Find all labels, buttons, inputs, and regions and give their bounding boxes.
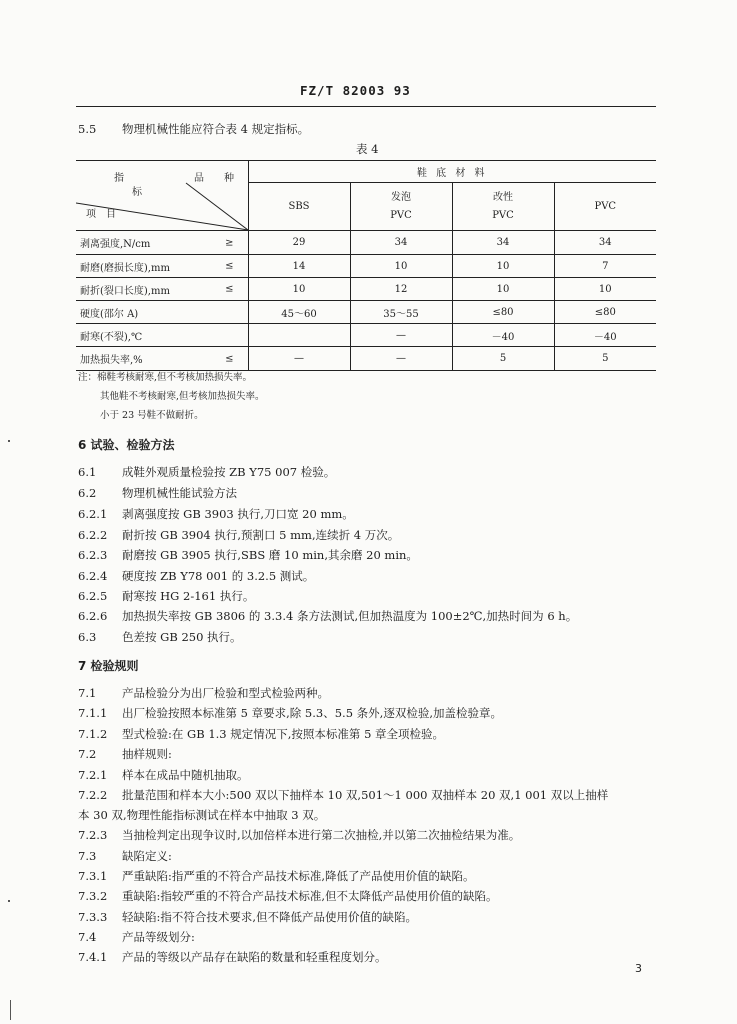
clause-number: 7.2 xyxy=(78,747,97,761)
row-operator: ≤ xyxy=(225,260,234,272)
clause-text: 物理机械性能试验方法 xyxy=(122,486,237,500)
note-line: 小于 23 号鞋不做耐折。 xyxy=(100,410,204,421)
table-row xyxy=(76,347,656,371)
clause-text: 耐寒按 HG 2-161 执行。 xyxy=(122,589,255,603)
clause-number: 6.2.2 xyxy=(78,528,108,542)
clause-number: 6.2.4 xyxy=(78,569,108,583)
clause-number: 7.1.2 xyxy=(78,727,108,741)
clause-line xyxy=(78,485,237,501)
clause-line xyxy=(78,464,335,480)
cell: 7 xyxy=(554,255,656,278)
header-variety: 品 xyxy=(194,173,204,184)
clause-text: 加热损失率按 GB 3806 的 3.3.4 条方法测试,但加热温度为 100±2℃,加热时间为 6 h。 xyxy=(122,609,578,623)
clause-line xyxy=(78,629,242,645)
clause-text: 耐折按 GB 3904 执行,预割口 5 mm,连续折 4 万次。 xyxy=(122,528,400,542)
note-line: 其他鞋不考核耐寒,但考核加热损失率。 xyxy=(100,391,265,402)
scan-speck xyxy=(10,1000,11,1020)
clause-text: 产品等级划分: xyxy=(122,930,195,944)
cell: ≤80 xyxy=(554,301,656,324)
clause-line xyxy=(78,868,475,884)
header-item: 项 目 xyxy=(86,209,116,220)
col-header-modified-pvc: 改性 PVC xyxy=(452,183,554,231)
clause-number: 7.4 xyxy=(78,930,97,944)
clause-text: 产品的等级以产品存在缺陷的数量和轻重程度划分。 xyxy=(122,950,387,964)
cell: 29 xyxy=(248,231,350,255)
clause-number: 6.2.5 xyxy=(78,589,108,603)
clause-text: 成鞋外观质量检验按 ZB Y75 007 检验。 xyxy=(122,465,336,479)
cell: 10 xyxy=(452,278,554,301)
clause-text: 型式检验:在 GB 1.3 规定情况下,按照本标准第 5 章全项检验。 xyxy=(122,727,445,741)
cell: — xyxy=(350,324,452,347)
header-variety-2: 种 xyxy=(224,173,234,184)
clause-number: 7.1.1 xyxy=(78,706,108,720)
clause-line xyxy=(78,588,254,604)
clause-number: 7.3.3 xyxy=(78,910,108,924)
row-name: 剥离强度,N/cm xyxy=(80,239,151,250)
cell: 10 xyxy=(350,255,452,278)
header-rule xyxy=(76,106,656,107)
clause-line xyxy=(78,848,172,864)
clause-line xyxy=(78,547,418,563)
cell: 10 xyxy=(554,278,656,301)
col-header-pvc: PVC xyxy=(554,183,656,231)
page-number: 3 xyxy=(635,962,642,975)
table-row xyxy=(76,324,656,347)
clause-number: 7.2.1 xyxy=(78,768,108,782)
cell: — xyxy=(350,347,452,371)
clause-5-5 xyxy=(78,121,309,137)
clause-number: 6.3 xyxy=(78,630,97,644)
header-indicator-2: 标 xyxy=(132,187,142,198)
clause-line xyxy=(78,568,314,584)
row-name: 耐磨(磨损长度),mm xyxy=(80,262,170,274)
clause-text: 产品检验分为出厂检验和型式检验两种。 xyxy=(122,686,329,700)
cell: 10 xyxy=(452,255,554,278)
clause-text: 重缺陷:指较严重的不符合产品技术标准,但不太降低产品使用价值的缺陷。 xyxy=(122,889,498,903)
clause-number: 6.1 xyxy=(78,465,97,479)
clause-number: 7.2.2 xyxy=(78,788,108,802)
clause-line xyxy=(78,726,444,742)
clause-line xyxy=(78,827,520,843)
cell: — xyxy=(248,347,350,371)
clause-text: 严重缺陷:指严重的不符合产品技术标准,降低了产品使用价值的缺陷。 xyxy=(122,869,475,883)
cell: 5 xyxy=(452,347,554,371)
clause-number: 7.4.1 xyxy=(78,950,108,964)
clause-text: 本 30 双,物理性能指标测试在样本中抽取 3 双。 xyxy=(78,808,326,822)
cell: －40 xyxy=(554,324,656,347)
clause-line xyxy=(78,929,195,945)
clause-text: 抽样规则: xyxy=(122,747,172,761)
section-6-title: 6 试验、检验方法 xyxy=(78,438,175,452)
cell: 12 xyxy=(350,278,452,301)
clause-number: 7.3.2 xyxy=(78,889,108,903)
table-row xyxy=(76,255,656,278)
clause-text: 缺陷定义: xyxy=(122,849,172,863)
clause-text: 硬度按 ZB Y78 001 的 3.2.5 测试。 xyxy=(122,569,315,583)
diagonal-header xyxy=(76,161,248,231)
cell: 45～60 xyxy=(248,301,350,324)
section-7-title: 7 检验规则 xyxy=(78,659,139,673)
cell: 34 xyxy=(452,231,554,255)
clause-text: 样本在成品中随机抽取。 xyxy=(122,768,249,782)
table-caption: 表 4 xyxy=(356,142,379,156)
col-header-foam-pvc: 发泡 PVC xyxy=(350,183,452,231)
row-name: 硬度(邵尔 A) xyxy=(80,308,139,320)
clause-number: 5.5 xyxy=(78,122,97,136)
clause-text: 批量范围和样本大小:500 双以下抽样本 10 双,501～1 000 双抽样本 20 双,1 001 双以上抽样 xyxy=(122,788,609,802)
properties-table xyxy=(76,160,656,371)
clause-number: 7.1 xyxy=(78,686,97,700)
clause-line xyxy=(78,506,354,522)
clause-number: 6.2.1 xyxy=(78,507,108,521)
cell: －40 xyxy=(452,324,554,347)
document-code: FZ/T 82003 93 xyxy=(300,83,411,98)
row-operator: ≤ xyxy=(225,283,234,295)
cell xyxy=(248,324,350,347)
clause-text: 当抽检判定出现争议时,以加倍样本进行第二次抽检,并以第二次抽检结果为准。 xyxy=(122,828,521,842)
clause-number: 7.3.1 xyxy=(78,869,108,883)
cell: 34 xyxy=(554,231,656,255)
note-line: 注：棉鞋考核耐寒,但不考核加热损失率。 xyxy=(78,372,253,383)
cell: ≤80 xyxy=(452,301,554,324)
clause-line xyxy=(78,608,577,624)
header-indicator: 指 xyxy=(114,173,124,184)
clause-line xyxy=(78,909,417,925)
cell: 5 xyxy=(554,347,656,371)
scan-speck xyxy=(8,440,10,442)
clause-text: 轻缺陷:指不符合技术要求,但不降低产品使用价值的缺陷。 xyxy=(122,910,418,924)
clause-line xyxy=(78,888,498,904)
group-header: 鞋 底 材 料 xyxy=(248,161,656,183)
clause-number: 6.2.3 xyxy=(78,548,108,562)
cell: 10 xyxy=(248,278,350,301)
clause-line xyxy=(78,767,249,783)
table-row xyxy=(76,278,656,301)
col-header-sbs: SBS xyxy=(248,183,350,231)
clause-line xyxy=(78,527,399,543)
clause-line xyxy=(78,685,329,701)
clause-text: 剥离强度按 GB 3903 执行,刀口宽 20 mm。 xyxy=(122,507,354,521)
cell: 14 xyxy=(248,255,350,278)
clause-line xyxy=(78,705,502,721)
clause-number: 6.2 xyxy=(78,486,97,500)
clause-line xyxy=(78,949,387,965)
clause-line xyxy=(78,807,325,823)
clause-line xyxy=(78,746,172,762)
clause-text: 色差按 GB 250 执行。 xyxy=(122,630,242,644)
clause-number: 7.2.3 xyxy=(78,828,108,842)
table-row xyxy=(76,301,656,324)
row-name: 耐寒(不裂),℃ xyxy=(80,331,143,343)
clause-number: 6.2.6 xyxy=(78,609,108,623)
row-operator: ≤ xyxy=(225,353,234,364)
cell: 35～55 xyxy=(350,301,452,324)
table-row xyxy=(76,231,656,255)
cell: 34 xyxy=(350,231,452,255)
row-operator: ≥ xyxy=(225,237,234,248)
table-notes xyxy=(78,368,265,425)
clause-text: 出厂检验按照本标准第 5 章要求,除 5.3、5.5 条外,逐双检验,加盖检验章。 xyxy=(122,706,502,720)
clause-number: 7.3 xyxy=(78,849,97,863)
clause-text: 耐磨按 GB 3905 执行,SBS 磨 10 min,其余磨 20 min。 xyxy=(122,548,418,562)
row-name: 加热损失率,% xyxy=(80,355,143,366)
clause-line xyxy=(78,787,608,803)
row-name: 耐折(裂口长度),mm xyxy=(80,285,170,297)
clause-text: 物理机械性能应符合表 4 规定指标。 xyxy=(122,122,310,136)
scan-speck xyxy=(8,900,10,902)
